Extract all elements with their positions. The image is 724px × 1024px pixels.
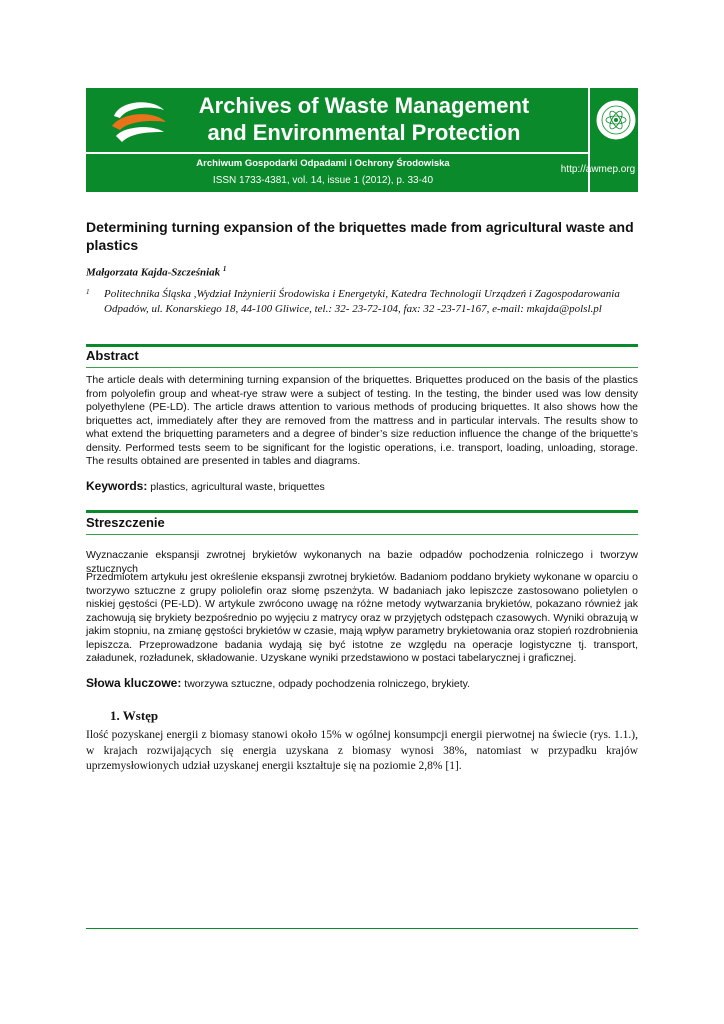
society-seal-icon bbox=[594, 92, 638, 148]
streszczenie-keywords bbox=[86, 677, 638, 692]
slowa-kluczowe-text: tworzywa sztuczne, odpady pochodzenia rolniczego, brykiety. bbox=[184, 678, 471, 690]
journal-header-banner bbox=[86, 88, 638, 192]
affiliation-number: 1 bbox=[86, 288, 90, 296]
banner-divider bbox=[86, 152, 588, 154]
abstract-heading: Abstract bbox=[86, 348, 139, 363]
author-name: Małgorzata Kajda-Szcześniak bbox=[86, 266, 221, 279]
section-heading-wstep: 1. Wstęp bbox=[110, 708, 159, 723]
journal-logo-icon bbox=[108, 96, 172, 148]
banner-vertical-divider bbox=[588, 88, 590, 192]
abstract-underline bbox=[86, 367, 638, 368]
streszczenie-underline bbox=[86, 534, 638, 535]
journal-title: Archives of Waste Management and Environmental Protection bbox=[198, 93, 530, 145]
journal-url-link[interactable]: http://awmep.org bbox=[560, 164, 636, 175]
keywords-label: Keywords: bbox=[86, 479, 148, 493]
issn-line: ISSN 1733-4381, vol. 14, issue 1 (2012), p. 33-40 bbox=[212, 175, 434, 186]
author-line bbox=[86, 265, 226, 279]
abstract-text: The article deals with determining turning expansion of the briquettes. Briquettes produced on the basis of the plastics from polyolefin group and wheat-rye straw were a subject of testing. In the testing, the binder used was low density polyethylene (PE-LD). The article draws attention to various methods of producing briquettes. It also shows how the briquettes act, immediately after they are removed from the mattress and in particular intervals. The results show to what extend the briquetting parameters and a degree of binder’s size reduction influence the change of the briquette’s density. Performed tests seem to be significant for the logistic operations, i.e. transport, loading, unloading, storage. The results obtained are presented in tables and diagrams. bbox=[86, 374, 638, 467]
affiliation-text: Politechnika Śląska ,Wydział Inżynierii Środowiska i Energetyki, Katedra Technologii Urządzeń i Zagospodarowania Odpadów, ul. Konarskiego 18, 44-100 Gliwice, tel.: 32- 23-72-104, fax: 32 -23-71-167, e-mail: mkajda@polsl.pl bbox=[104, 288, 620, 315]
section-body-wstep: Ilość pozyskanej energii z biomasy stanowi około 15% w ogólnej konsumpcji energii pierwotnej na świecie (rys. 1.1.), w krajach rozwijających się energia uzyskana z biomasy wynosi 38%, natomiast w przypadku krajów uprzemysłowionych udział uzyskanej energii kształtuje się na poziomie 2,8% [1]. bbox=[86, 729, 638, 772]
streszczenie-title: Wyznaczanie ekspansji zwrotnej brykietów wykonanych na bazie odpadów pochodzenia rolniczego i tworzyw sztucznych bbox=[86, 549, 638, 575]
article-title: Determining turning expansion of the briquettes made from agricultural waste and plastics bbox=[86, 219, 634, 253]
affiliation bbox=[86, 287, 638, 317]
journal-subtitle: Archiwum Gospodarki Odpadami i Ochrony Środowiska bbox=[196, 158, 450, 169]
author-superscript: 1 bbox=[222, 265, 227, 273]
slowa-kluczowe-label: Słowa kluczowe: bbox=[86, 676, 182, 690]
abstract-top-bar bbox=[86, 344, 638, 347]
abstract-keywords bbox=[86, 480, 638, 495]
streszczenie-top-bar bbox=[86, 510, 638, 513]
streszczenie-text: Przedmiotem artykułu jest określenie ekspansji zwrotnej brykietów. Badaniom poddano brykiety wykonane w oparciu o tworzywo sztuczne z grupy poliolefin oraz słomę pszenżyta. W badaniach jako lepiszcze zastosowano polietylen o niskiej gęstości (PE-LD). W artykule zwrócono uwagę na różne metody wytwarzania brykietów, pokazano również jak zachowują się brykiety bezpośrednio po wyjęciu z matrycy oraz w przyjętych odstępach czasowych. Wyniki obrazują w jakim stopniu, na zmianę gęstości brykietów w czasie, mają wpływ parametry brykietowania oraz stopień rozdrobnienia lepiszcza. Przeprowadzone badania wydają się być istotne ze względu na operacje logistyczne tj. transport, załadunek, rozładunek, składowanie. Uzyskane wyniki przedstawiono w postaci tabelarycznej i graficznej. bbox=[86, 571, 638, 664]
streszczenie-heading: Streszczenie bbox=[86, 515, 165, 530]
footer-rule bbox=[86, 928, 638, 929]
keywords-text: plastics, agricultural waste, briquettes bbox=[150, 481, 325, 493]
